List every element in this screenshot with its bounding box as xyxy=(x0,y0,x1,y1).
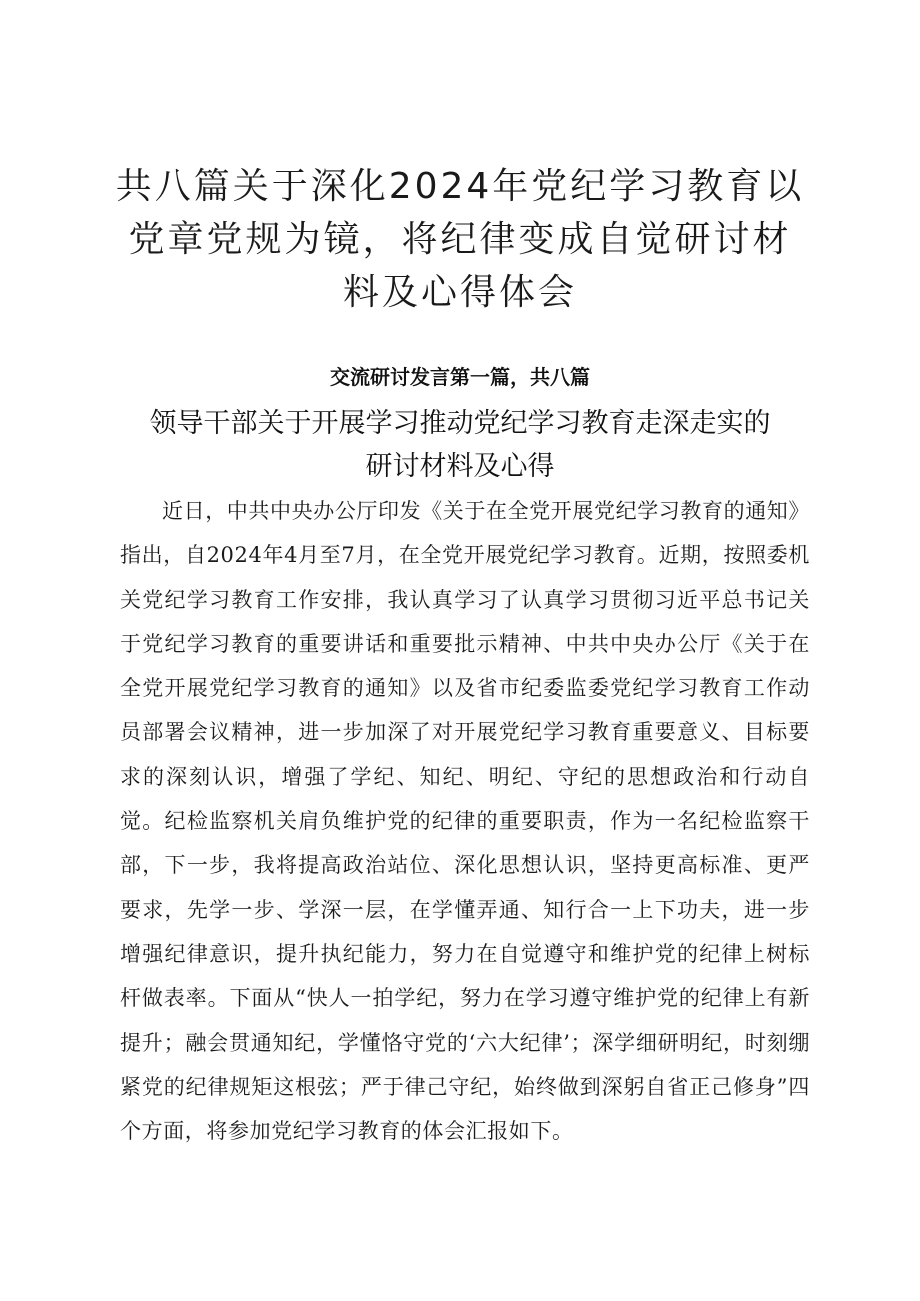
body-paragraph: 近日，中共中央办公厅印发《关于在全党开展党纪学习教育的通知》指出，自2024年4月至7月，在全党开展党纪学习教育。近期，按照委机关党纪学习教育工作安排，我认真学习了认真学习贯彻习近平总书记关于党纪学习教育的重要讲话和重要批示精神、中共中央办公厅《关于在全党开展党纪学习教育的通知》以及省市纪委监委党纪学习教育工作动员部署会议精神，进一步加深了对开展党纪学习教育重要意义、目标要求的深刻认识，增强了学纪、知纪、明纪、守纪的思想政治和行动自觉。纪检监察机关肩负维护党的纪律的重要职责，作为一名纪检监察干部，下一步，我将提高政治站位、深化思想认识，坚持更高标准、更严要求，先学一步、学深一层，在学懂弄通、知行合一上下功夫，进一步增强纪律意识，提升执纪能力，努力在自觉遵守和维护党的纪律上树标杆做表率。下面从“快人一拍学纪，努力在学习遵守维护党的纪律上有新提升；融会贯通知纪，学懂恪守党的‘六大纪律’；深学细研明纪，时刻绷紧党的纪律规矩这根弦；严于律己守纪，始终做到深躬自省正己修身”四个方面，将参加党纪学习教育的体会汇报如下。 xyxy=(120,499,810,1144)
document-title: 共八篇关于深化2024年党纪学习教育以党章党规为镜，将纪律变成自觉研讨材料及心得体会 xyxy=(115,166,805,313)
article-title: 领导干部关于开展学习推动党纪学习教育走深走实的研讨材料及心得 xyxy=(149,408,771,482)
section-label: 交流研讨发言第一篇，共八篇 xyxy=(330,365,590,389)
